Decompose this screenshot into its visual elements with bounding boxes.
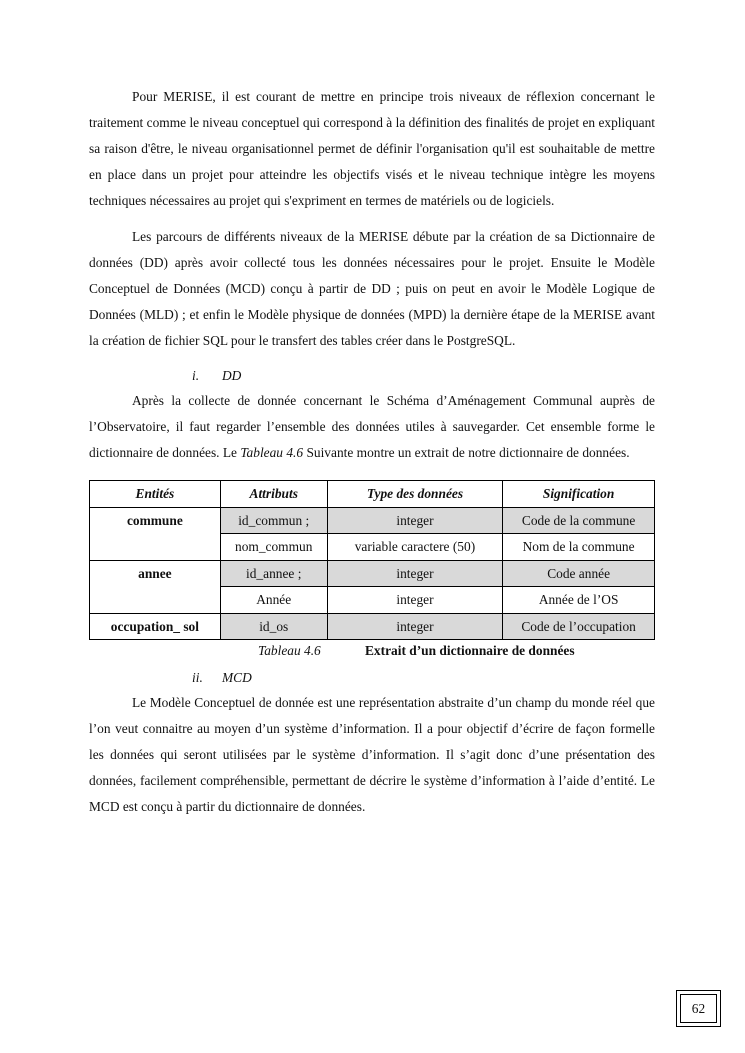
- entity-cell: annee: [90, 560, 221, 613]
- meaning-cell: Code année: [503, 560, 655, 587]
- table-row: [90, 507, 655, 534]
- paragraph-mcd: Le Modèle Conceptuel de donnée est une représentation abstraite d’un champ du monde réel que l’on veut connaitre au moyen d’un système d’information. Il a pour objectif d’écrire de façon formelle les données qui seront utilisées par le système d’information. Il s’agit donc d’une présentation des données, facilement compréhensible, permettant de décrire le système d’information à l’aide d’entité. Le MCD est conçu à partir du dictionnaire de données.: [89, 695, 655, 814]
- header-attributes: Attributs: [220, 481, 327, 508]
- type-cell: integer: [327, 587, 503, 614]
- meaning-cell: Code de l’occupation: [503, 613, 655, 640]
- type-cell: variable caractere (50): [327, 534, 503, 561]
- paragraph-merise-steps: Les parcours de différents niveaux de la MERISE débute par la création de sa Dictionnaire de données (DD) après avoir collecté tous les données nécessaires pour le projet. Ensuite le Modèle Conceptuel de Données (MCD) conçu à partir de DD ; puis on peut en avoir le Modèle Logique de Données (MLD) ; et enfin le Modèle physique de données (MPD) la dernière étape de la MERISE avant la création de fichier SQL pour le transfert des tables créer dans le PostgreSQL.: [89, 229, 655, 348]
- attribute-cell: nom_commun: [220, 534, 327, 561]
- entity-cell: occupation_ sol: [90, 613, 221, 640]
- section-title: MCD: [222, 670, 252, 685]
- attribute-cell: id_os: [220, 613, 327, 640]
- document-page: [89, 84, 655, 820]
- attribute-cell: id_annee ;: [220, 560, 327, 587]
- header-data-type: Type des données: [327, 481, 503, 508]
- type-cell: integer: [327, 507, 503, 534]
- section-heading-dd: [89, 363, 655, 388]
- table-caption: [89, 640, 655, 662]
- type-cell: integer: [327, 560, 503, 587]
- entity-cell: commune: [90, 507, 221, 560]
- section-title: DD: [222, 368, 242, 383]
- header-entities: Entités: [90, 481, 221, 508]
- page-number: 62: [691, 1000, 706, 1016]
- meaning-cell: Année de l’OS: [503, 587, 655, 614]
- section-number: i.: [192, 368, 200, 383]
- header-meaning: Signification: [503, 481, 655, 508]
- section-heading-mcd: [89, 665, 655, 690]
- table-row: [90, 613, 655, 640]
- data-dictionary-table: [89, 480, 655, 640]
- caption-text: Extrait d’un dictionnaire de données: [365, 643, 575, 658]
- page-number-box: [676, 990, 721, 1027]
- meaning-cell: Nom de la commune: [503, 534, 655, 561]
- table-row: [90, 560, 655, 587]
- attribute-cell: Année: [220, 587, 327, 614]
- caption-label: Tableau 4.6: [258, 643, 321, 658]
- table-header-row: [90, 481, 655, 508]
- paragraph-merise-levels: Pour MERISE, il est courant de mettre en principe trois niveaux de réflexion concernant le traitement comme le niveau conceptuel qui correspond à la définition des finalités de projet en expliquant sa raison d'être, le niveau organisationnel permet de définir l'organisation qu'il est souhaitable de mettre en place dans un projet pour atteindre les objectifs visés et le niveau technique intègre les moyens techniques nécessaires au projet qui s'expriment en termes de matériels ou de logiciels.: [89, 89, 655, 208]
- section-number: ii.: [192, 670, 203, 685]
- table-reference: Tableau 4.6: [240, 445, 304, 460]
- paragraph-dd: Après la collecte de donnée concernant le Schéma d’Aménagement Communal auprès de l’Observatoire, il faut regarder l’ensemble des données utiles à sauvegarder. Cet ensemble forme le dictionnaire de données. Le Tableau 4.6 Suivante montre un extrait de notre dictionnaire de données.: [89, 393, 655, 460]
- type-cell: integer: [327, 613, 503, 640]
- attribute-cell: id_commun ;: [220, 507, 327, 534]
- meaning-cell: Code de la commune: [503, 507, 655, 534]
